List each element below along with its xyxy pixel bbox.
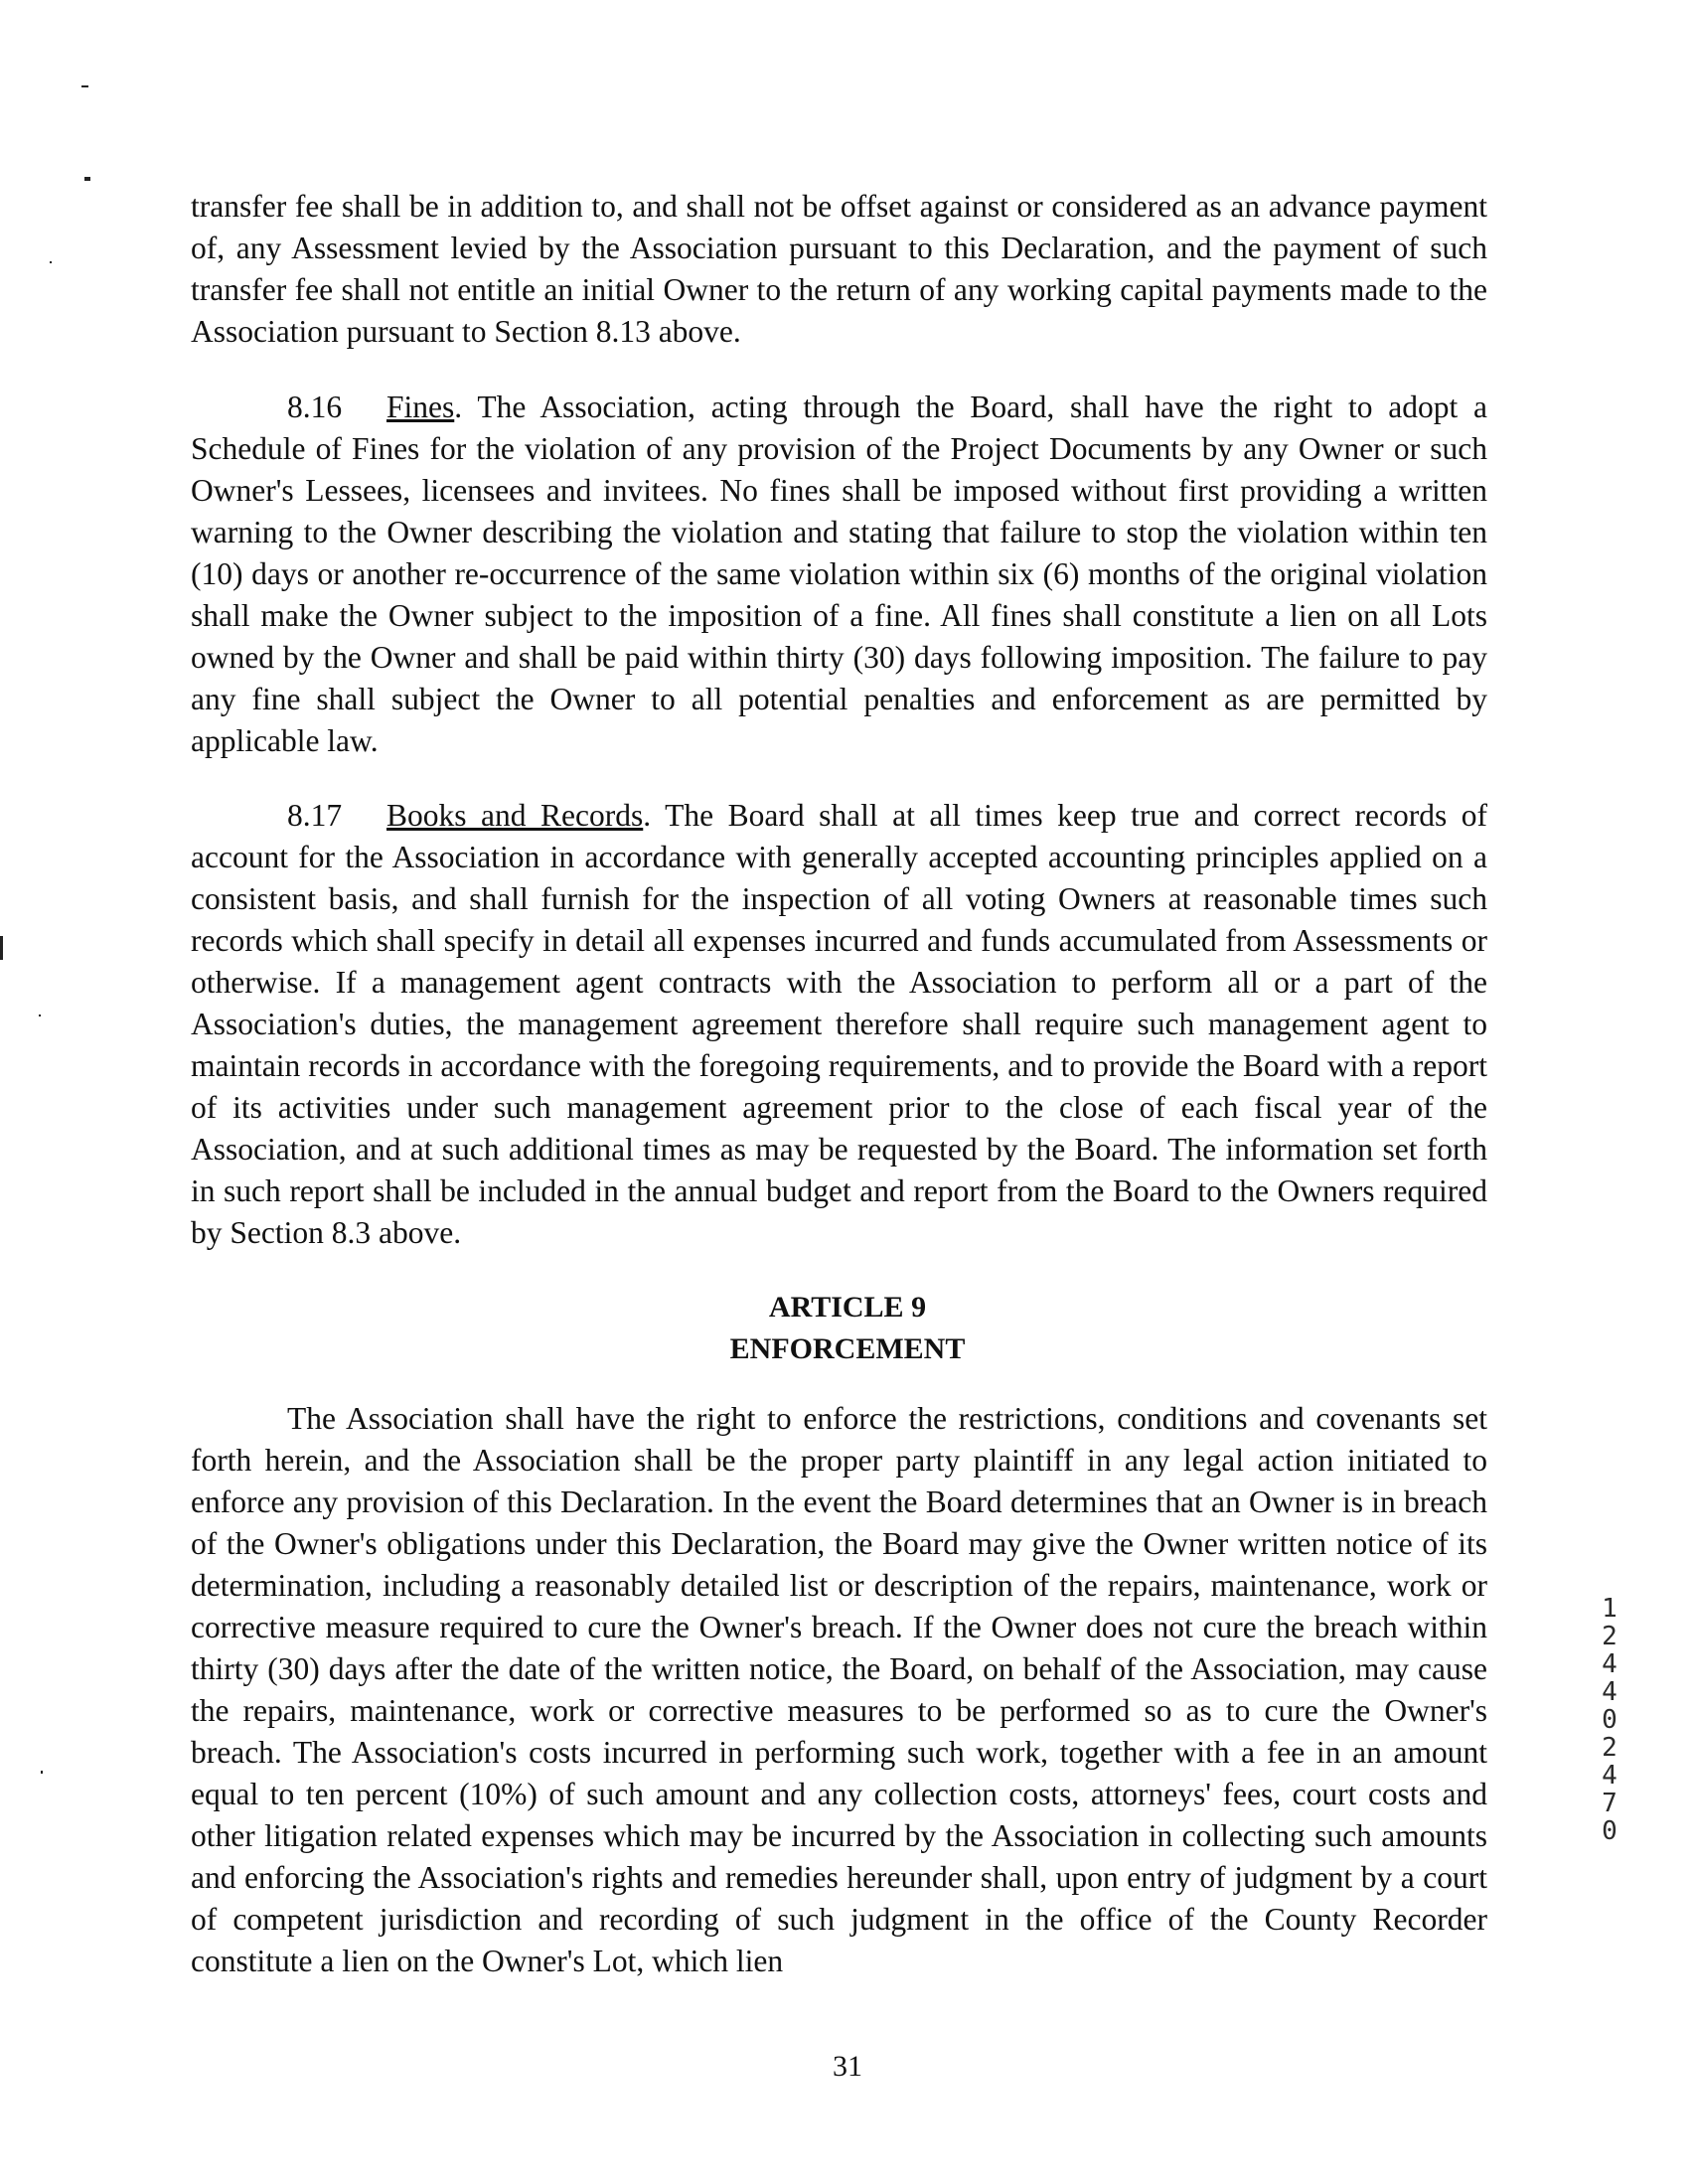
section-8-16-paragraph <box>191 387 1487 762</box>
scan-speck <box>41 1771 43 1774</box>
scan-speck <box>81 85 88 87</box>
section-8-17-title: Books and Records <box>386 798 644 833</box>
section-8-17-text: . The Board shall at all times keep true and correct records of account for the Association in accordance with generally accepted accounting principles applied on a consistent basis, and shall furnish for the inspection of all voting Owners at reasonable times such records which shall specify in detail all expenses incurred and funds accumulated from Assessments or otherwise. If a management agent contracts with the Association to perform all or a part of the Association's duties, the management agreement therefore shall require such management agent to maintain records in accordance with the foregoing requirements, and to provide the Board with a report of its activities under such management agreement prior to the close of each fiscal year of the Association, and at such additional times as may be requested by the Board. The information set forth in such report shall be included in the annual budget and report from the Board to the Owners required by Section 8.3 above. <box>191 798 1487 1250</box>
section-8-17-number: 8.17 <box>287 798 343 833</box>
recording-number: 1244 0247 0 <box>1602 1594 1618 1846</box>
scan-speck <box>39 1014 41 1016</box>
article-heading: ARTICLE 9 <box>768 1291 927 1324</box>
section-8-16-title: Fines <box>386 390 455 424</box>
section-8-16-number: 8.16 <box>287 390 343 424</box>
article-9-paragraph: The Association shall have the right to enforce the restrictions, conditions and covenants set forth herein, and the Association shall be the proper party plaintiff in any legal action initiated to enforce any provision of this Declaration. In the event the Board determines that an Owner is in breach of the Owner's obligations under this Declaration, the Board may give the Owner written notice of its determination, including a reasonably detailed list or description of the repairs, maintenance, work or corrective measure required to cure the Owner's breach. If the Owner does not cure the breach within thirty (30) days after the date of the written notice, the Board, on behalf of the Association, may cause the repairs, maintenance, work or corrective measures to be performed so as to cure the Owner's breach. The Association's costs incurred in performing such work, together with a fee in an amount equal to ten percent (10%) of such amount and any collection costs, attorneys' fees, court costs and other litigation related expenses which may be incurred by the Association in collecting such amounts and enforcing the Association's rights and remedies hereunder shall, upon entry of judgment by a court of competent jurisdiction and recording of such judgment in the office of the County Recorder constitute a lien on the Owner's Lot, which lien <box>191 1401 1487 1978</box>
continuation-paragraph: transfer fee shall be in addition to, and shall not be offset against or considered as an advance payment of, any Assessment levied by the Association pursuant to this Declaration, and the payment of such transfer fee shall not entitle an initial Owner to the return of any working capital payments made to the Association pursuant to Section 8.13 above. <box>191 189 1487 349</box>
article-title: ENFORCEMENT <box>729 1332 966 1365</box>
section-8-16-text: . The Association, acting through the Board, shall have the right to adopt a Schedule of Fines for the violation of any provision of the Project Documents by any Owner or such Owner's Lessees, licensees and invitees. No fines shall be imposed without first providing a written warning to the Owner describing the violation and stating that failure to stop the violation within ten (10) days or another re-occurrence of the same violation within six (6) months of the original violation shall make the Owner subject to the imposition of a fine. All fines shall constitute a lien on all Lots owned by the Owner and shall be paid within thirty (30) days following imposition. The failure to pay any fine shall subject the Owner to all potential penalties and enforcement as are permitted by applicable law. <box>191 390 1487 758</box>
scan-speck <box>50 261 52 263</box>
scan-speck <box>84 177 90 181</box>
section-8-17-paragraph <box>191 795 1487 1254</box>
scan-edge-mark <box>0 936 3 960</box>
page-number: 31 <box>833 2050 862 2083</box>
